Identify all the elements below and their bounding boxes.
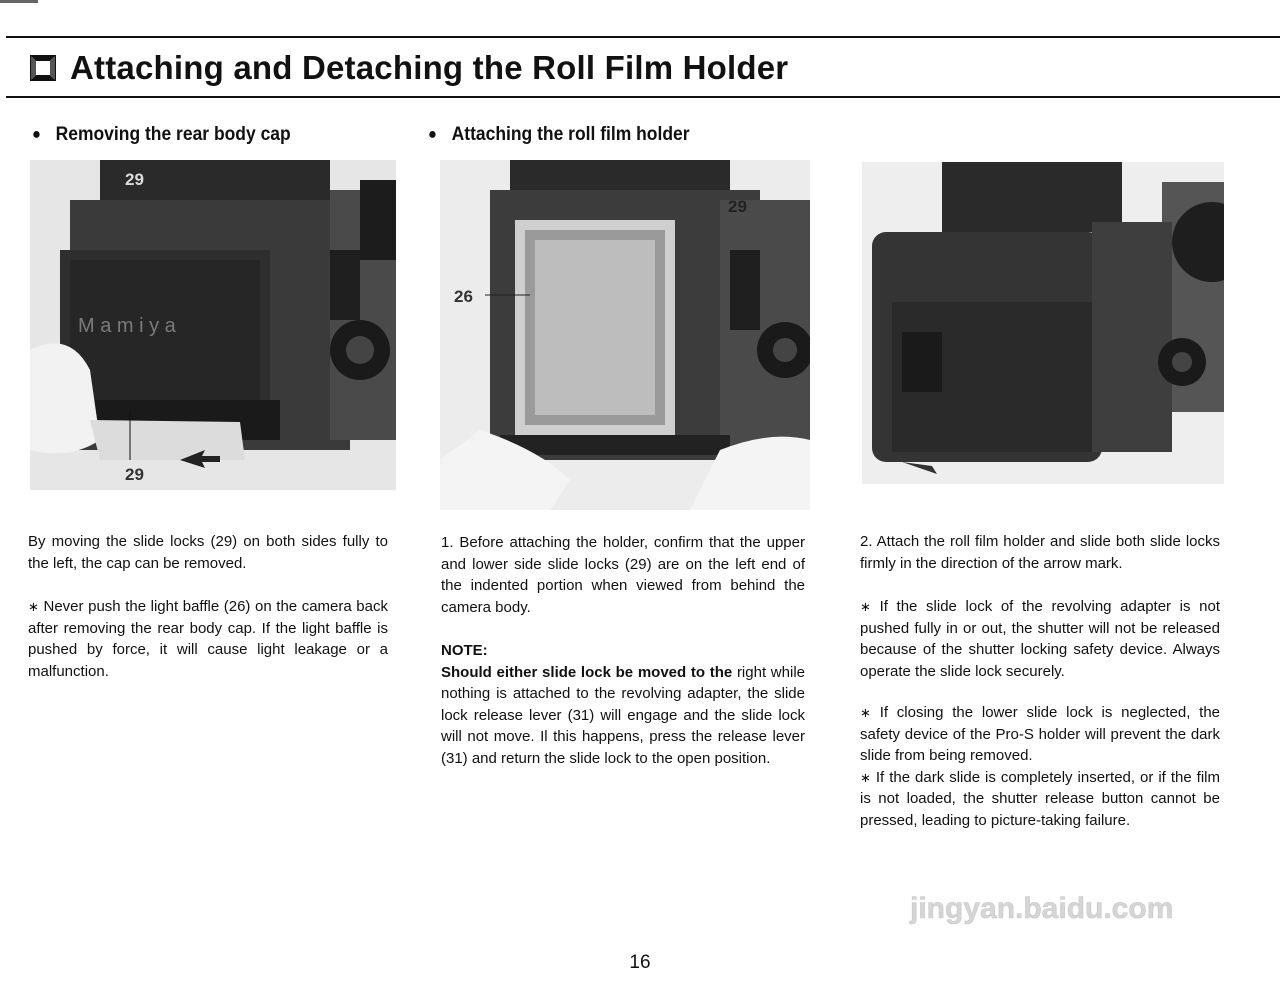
caution-asterisk-icon: ∗ bbox=[28, 599, 39, 614]
photo-callout-29: 29 bbox=[728, 197, 747, 216]
caution-asterisk-icon: ∗ bbox=[860, 769, 871, 785]
photo-callout-26: 26 bbox=[454, 287, 473, 306]
page-number: 16 bbox=[629, 952, 651, 973]
step-1-paragraph: 1. Before attaching the holder, confirm that the upper and lower side slide locks (29) are on the left end of the indented portion when viewed from behind the camera body. bbox=[441, 534, 805, 616]
mamiya-logo-text: M a m i y a bbox=[78, 315, 176, 337]
note-paragraph bbox=[441, 662, 805, 770]
baidu-watermark bbox=[880, 836, 1220, 946]
caution-text: If the slide lock of the revolving adapter is not pushed fully in or out, the shutter will not be released because of the shutter locking safety device. Always operate the slide lock securely. bbox=[860, 598, 1221, 680]
page-title: Attaching and Detaching the Roll Film Holder bbox=[70, 49, 789, 86]
corner-mark bbox=[0, 0, 38, 3]
right-column-text bbox=[860, 531, 1220, 831]
photo-holder-attached bbox=[862, 162, 1224, 484]
subhead-label: Removing the rear body cap bbox=[55, 124, 291, 145]
caution-text: If closing the lower slide lock is neglected, the safety device of the Pro-S holder will prevent the dark slide from being removed. bbox=[860, 704, 1221, 764]
watermark-text: jingyan.baidu.com bbox=[910, 892, 1174, 925]
note-heading: NOTE: bbox=[441, 642, 488, 659]
bullet-icon: ● bbox=[32, 126, 41, 143]
photo-camera-back-open bbox=[440, 160, 810, 510]
caution-slide-lock bbox=[860, 596, 1220, 682]
section-square-icon bbox=[30, 55, 56, 81]
caution-dark-slide bbox=[860, 767, 1220, 832]
step-2-paragraph: 2. Attach the roll film holder and slide both slide locks firmly in the direction of the arrow mark. bbox=[860, 533, 1220, 572]
header-bottom-rule bbox=[6, 96, 1280, 98]
caution-text: If the dark slide is completely inserted, or if the film is not loaded, the shutter release button cannot be pressed, leading to picture-taking failure. bbox=[860, 768, 1220, 829]
subhead-label: Attaching the roll film holder bbox=[451, 124, 690, 145]
caution-text: Never push the light baffle (26) on the camera back after removing the rear body cap. If the light baffle is pushed by force, it will cause light leakage or a malfunction. bbox=[28, 598, 388, 680]
note-body-text: right while nothing is attached to the revolving adapter, the slide lock release lever (31) will engage and the slide lock will not move. Il this happens, press the release lever (31) and return the slide lock to the open position. bbox=[441, 663, 805, 767]
photo-rear-body-cap bbox=[30, 160, 396, 490]
caution-asterisk-icon: ∗ bbox=[860, 599, 871, 614]
subhead-removing-cap bbox=[32, 124, 291, 146]
header-top-rule bbox=[6, 36, 1280, 38]
caution-lower-slide-lock bbox=[860, 702, 1220, 767]
photo-callout-29-bottom: 29 bbox=[125, 465, 144, 484]
title-row bbox=[30, 46, 788, 90]
photo-callout-29-top: 29 bbox=[125, 170, 144, 189]
left-column-text bbox=[28, 531, 388, 682]
middle-column-text bbox=[441, 532, 805, 769]
bullet-icon: ● bbox=[428, 126, 437, 143]
note-bold-lead: Should either slide lock be moved to the bbox=[441, 663, 733, 681]
subhead-attaching-holder bbox=[428, 124, 690, 146]
light-baffle-caution bbox=[28, 596, 388, 682]
cap-removal-paragraph: By moving the slide locks (29) on both sides fully to the left, the cap can be removed. bbox=[28, 533, 388, 572]
caution-asterisk-icon: ∗ bbox=[860, 705, 871, 720]
